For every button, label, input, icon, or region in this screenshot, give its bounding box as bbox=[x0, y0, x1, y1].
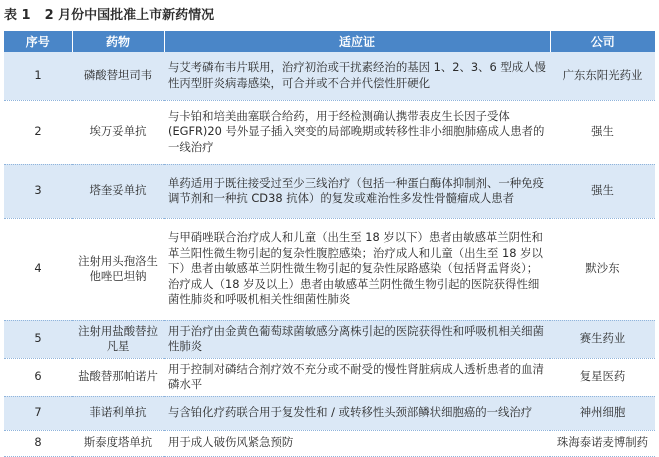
header-drug: 药物 bbox=[72, 31, 164, 52]
cell-indication: 用于控制对磷结合剂疗效不充分或不耐受的慢性肾脏病成人透析患者的血清磷水平 bbox=[164, 358, 550, 396]
cell-indication: 与艾考磷布韦片联用，治疗初治或干扰素经治的基因 1、2、3、6 型成人慢性丙型肝炎病毒感染，可合并或不合并代偿性肝硬化 bbox=[164, 52, 550, 100]
header-company: 公司 bbox=[550, 31, 655, 52]
cell-drug: 埃万妥单抗 bbox=[72, 100, 164, 164]
caption-label: 表 1 bbox=[4, 8, 31, 23]
cell-indication: 用于治疗由金黄色葡萄球菌敏感分离株引起的医院获得性和呼吸机相关细菌性肺炎 bbox=[164, 320, 550, 358]
cell-company: 强生 bbox=[550, 164, 655, 218]
cell-drug: 磷酸替坦司韦 bbox=[72, 52, 164, 100]
table-row bbox=[4, 430, 655, 456]
cell-number: 4 bbox=[4, 218, 72, 320]
cell-number: 2 bbox=[4, 100, 72, 164]
cell-indication: 用于成人破伤风紧急预防 bbox=[164, 430, 550, 456]
cell-indication: 与含铂化疗药联合用于复发性和 / 或转移性头颈部鳞状细胞癌的一线治疗 bbox=[164, 396, 550, 430]
table-row bbox=[4, 100, 655, 164]
drug-approval-table bbox=[4, 31, 655, 457]
cell-company: 赛生药业 bbox=[550, 320, 655, 358]
cell-company: 广东东阳光药业 bbox=[550, 52, 655, 100]
table-row bbox=[4, 218, 655, 320]
table-row bbox=[4, 164, 655, 218]
cell-indication: 与卡铂和培美曲塞联合给药，用于经检测确认携带表皮生长因子受体(EGFR)20 号外显子插入突变的局部晚期或转移性非小细胞肺癌成人患者的一线治疗 bbox=[164, 100, 550, 164]
cell-indication: 单药适用于既往接受过至少三线治疗（包括一种蛋白酶体抑制剂、一种免疫调节剂和一种抗 CD38 抗体）的复发或难治性多发性骨髓瘤成人患者 bbox=[164, 164, 550, 218]
cell-number: 3 bbox=[4, 164, 72, 218]
header-indication: 适应证 bbox=[164, 31, 550, 52]
cell-number: 1 bbox=[4, 52, 72, 100]
cell-number: 8 bbox=[4, 430, 72, 456]
table-row bbox=[4, 52, 655, 100]
table-row bbox=[4, 396, 655, 430]
cell-number: 5 bbox=[4, 320, 72, 358]
table-caption bbox=[4, 4, 214, 28]
cell-indication: 与甲硝唑联合治疗成人和儿童（出生至 18 岁以下）患者由敏感革兰阴性和革兰阳性微生物引起的复杂性腹腔感染；治疗成人和儿童（出生至 18 岁以下）患者由敏感革兰阴性微生物引起的复杂性尿路感染（包括肾盂肾炎）；治疗成人（18 岁及以上）患者由敏感革兰阴性微生物引起的医院获得性细菌性肺炎和呼吸机相关性细菌性肺炎 bbox=[164, 218, 550, 320]
cell-company: 珠海泰诺麦博制药 bbox=[550, 430, 655, 456]
header-number: 序号 bbox=[4, 31, 72, 52]
cell-drug: 斯泰度塔单抗 bbox=[72, 430, 164, 456]
table-header-row bbox=[4, 31, 655, 52]
cell-number: 6 bbox=[4, 358, 72, 396]
cell-drug: 菲诺利单抗 bbox=[72, 396, 164, 430]
cell-company: 默沙东 bbox=[550, 218, 655, 320]
cell-drug: 盐酸替那帕诺片 bbox=[72, 358, 164, 396]
cell-drug: 注射用头孢洛生他唑巴坦钠 bbox=[72, 218, 164, 320]
table-row bbox=[4, 358, 655, 396]
table-row bbox=[4, 320, 655, 358]
cell-company: 强生 bbox=[550, 100, 655, 164]
cell-drug: 注射用盐酸替拉凡星 bbox=[72, 320, 164, 358]
cell-number: 7 bbox=[4, 396, 72, 430]
cell-drug: 塔奎妥单抗 bbox=[72, 164, 164, 218]
caption-title: 2 月份中国批准上市新药情况 bbox=[44, 8, 215, 23]
cell-company: 神州细胞 bbox=[550, 396, 655, 430]
cell-company: 复星医药 bbox=[550, 358, 655, 396]
